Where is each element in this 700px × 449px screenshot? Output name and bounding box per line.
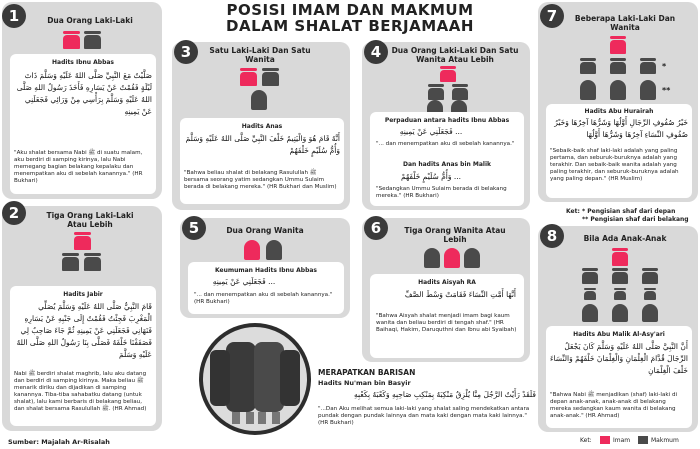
makmum-figure bbox=[582, 268, 598, 284]
panel-6-number: 6 bbox=[364, 216, 388, 240]
title-line1: POSISI IMAM DAN MAKMUM bbox=[226, 1, 474, 19]
panel-7-title: Beberapa Laki-Laki Dan Wanita bbox=[574, 14, 676, 32]
title-line2: DALAM SHALAT BERJAMAAH bbox=[226, 17, 474, 35]
makmum-figure bbox=[580, 58, 596, 74]
merapatkan-arabic: فَلَقَدْ رَأَيْتُ الرَّجُلَ مِنَّا يُلْزِقُ مَنْكِبَهُ بِمَنْكِبِ صَاحِبِهِ وَكَعْبَهُ بِكَعْبِهِ bbox=[353, 390, 536, 399]
panel-1-translation: "Aku shalat bersama Nabi ﷺ di suatu malam, aku berdiri di samping kirinya, lalu Nabi memegang bagian belakang kepalaku dan menempatkan aku di sebelah kanannya." (HR Bukhari) bbox=[14, 150, 143, 184]
panel-3-title: Satu Laki-Laki Dan Satu Wanita bbox=[209, 46, 311, 64]
panel-4-arabic2: ... وَأُمُّ سُلَيْمٍ خَلْفَهُمْ bbox=[400, 172, 462, 181]
makmum-figure bbox=[642, 268, 658, 284]
merapatkan-hadith: Hadits Nu'man bin Basyir bbox=[318, 379, 411, 387]
woman-figure bbox=[582, 304, 598, 322]
imam-figure bbox=[440, 66, 456, 82]
panel-8-title: Bila Ada Anak-Anak bbox=[583, 234, 667, 243]
panel-1-arabic: صَلَّيْتُ مَعَ النَّبِيِّ صَلَّى اللهُ عَلَيْهِ وَسَلَّمَ ذَاتَ لَيْلَةٍ فَقُمْتُ عَنْ يَسَارِهِ فَأَخَذَ رَسُولُ اللهِ صَلَّى اللهُ عَلَيْهِ وَسَلَّمَ بِرَأْسِي مِنْ وَرَائِي فَجَعَلَنِي عَنْ يَمِينِهِ bbox=[16, 71, 152, 116]
makmum-figure bbox=[62, 253, 79, 271]
ket-label: Ket: bbox=[566, 208, 580, 215]
panel-3-card bbox=[180, 118, 344, 204]
legend-label: Ket: bbox=[580, 437, 592, 444]
panel-7-translation: "Sebaik-baik shaf laki-laki adalah yang paling pertama, dan seburuk-buruknya adalah yang terakhir. Dan sebaik-baik wanita adalah yang paling terakhir, dan seburuk-buruknya adalah yang paling depan." (HR Muslim) bbox=[550, 148, 679, 182]
panel-4-hadith: Perpaduan antara hadits Ibnu Abbas bbox=[384, 117, 510, 124]
panel-2-arabic: قَامَ النَّبِيُّ صَلَّى اللهُ عَلَيْهِ وَسَلَّمَ يُصَلِّي الْمَغْرِبَ فَجِئْتُ فَقُمْتُ إِلَى جَنْبِهِ عَنْ يَسَارِهِ فَنَهَانِي فَجَعَلَنِي عَنْ يَمِينِهِ ثُمَّ جَاءَ صَاحِبٌ لِي فَصَفَفْنَا خَلْفَهُ فَصَلَّى بِنَا رَسُولُ اللهِ صَلَّى اللهُ عَلَيْهِ وَسَلَّمَ bbox=[16, 302, 152, 359]
makmum-figure bbox=[84, 253, 101, 271]
imam-figure bbox=[63, 31, 80, 49]
panel-6-arabic: أَنَّهَا أَمَّتِ النِّسَاءَ فَقَامَتْ وَسْطَ الصَّفِّ bbox=[404, 290, 516, 299]
makmum-figure bbox=[612, 268, 628, 284]
panel-7-hadith: Hadits Abu Hurairah bbox=[584, 108, 654, 115]
legend-imam-swatch bbox=[600, 436, 610, 444]
makmum-figure bbox=[610, 58, 626, 74]
woman-figure bbox=[612, 304, 628, 322]
page-title bbox=[205, 2, 495, 34]
woman-figure bbox=[251, 90, 267, 110]
panel-6-translation: "Bahwa Aisyah shalat menjadi imam bagi kaum wanita dan beliau berdiri di tengah shaf." (HR Baihaqi, Hakim, Daruquthni dan Ibnu abi Syaibah) bbox=[376, 313, 517, 333]
panel-5-arabic: ... فَجَعَلَنِي عَنْ يَمِينِهِ bbox=[212, 277, 276, 286]
woman-figure bbox=[640, 80, 656, 100]
panel-8-number: 8 bbox=[540, 224, 564, 248]
source-credit: Sumber: Majalah Ar-Risalah bbox=[8, 438, 110, 446]
legend-makmum-swatch bbox=[638, 436, 648, 444]
panel-8-hadith: Hadits Abu Malik Al-Asy'ari bbox=[573, 331, 665, 338]
makmum-figure bbox=[84, 31, 101, 49]
panel-2-title: Tiga Orang Laki-Laki Atau Lebih bbox=[46, 211, 134, 229]
woman-figure bbox=[266, 240, 282, 260]
woman-imam-figure bbox=[444, 248, 460, 268]
panel-2-hadith: Hadits Jabir bbox=[63, 291, 103, 298]
panel-1-number: 1 bbox=[2, 4, 26, 28]
makmum-figure bbox=[428, 84, 444, 100]
imam-figure bbox=[74, 232, 91, 250]
panel-4-title: Dua Orang Laki-Laki Dan Satu Wanita Atau Lebih bbox=[391, 46, 519, 64]
panel-8-translation: "Bahwa Nabi ﷺ menjadikan (shaf) laki-laki di depan anak-anak, anak-anak di belakang mereka sedangkan kaum wanita di belakang anak-anak." (HR Ahmad) bbox=[550, 392, 678, 419]
child-figure bbox=[614, 288, 626, 300]
panel-3-hadith: Hadits Anas bbox=[241, 123, 283, 130]
panel-5-title: Dua Orang Wanita bbox=[226, 226, 304, 235]
panel-7-number: 7 bbox=[540, 4, 564, 28]
woman-figure bbox=[610, 80, 626, 100]
makmum-figure bbox=[262, 68, 279, 86]
woman-figure bbox=[580, 80, 596, 100]
makmum-figure bbox=[640, 58, 656, 74]
woman-figure bbox=[424, 248, 440, 268]
panel-1-title: Dua Orang Laki-Laki bbox=[47, 16, 133, 25]
merapatkan-illustration bbox=[196, 320, 314, 438]
imam-figure bbox=[240, 68, 257, 86]
woman-figure bbox=[642, 304, 658, 322]
panel-2-translation: Nabi ﷺ berdiri shalat maghrib, lalu aku datang dan berdiri di samping kirinya. Maka beliau ﷺ menarik diriku dan dijadikan di samping kanannya. Tiba-tiba sahabatku datang (untuk shalat), lalu kami berbaris di belakang beliau, dan shalat bersama Rasulullah ﷺ. (HR Ahmad) bbox=[14, 371, 147, 412]
panel-5-translation: "... dan menempatkan aku di sebelah kanannya." (HR Bukhari) bbox=[194, 292, 333, 305]
child-figure bbox=[644, 288, 656, 300]
panel-5-number: 5 bbox=[182, 216, 206, 240]
imam-figure bbox=[612, 248, 628, 266]
merapatkan-translation: "...Dan Aku melihat semua laki-laki yang shalat saling mendekatkan antara pundak dengan pundak lainnya dan mata kaki dengan mata kaki lainnya." (HR Bukhari) bbox=[318, 406, 530, 426]
panel-7-mark1: * bbox=[662, 62, 667, 71]
panel-3-number: 3 bbox=[174, 40, 198, 64]
panel-6-title: Tiga Orang Wanita Atau Lebih bbox=[404, 226, 506, 244]
panel-4-number: 4 bbox=[364, 40, 388, 64]
woman-figure bbox=[464, 248, 480, 268]
ket-star1: * Pengisian shaf dari depan bbox=[582, 208, 676, 215]
panel-1-hadith: Hadits Ibnu Abbas bbox=[52, 59, 114, 66]
child-figure bbox=[584, 288, 596, 300]
woman-imam-figure bbox=[244, 240, 260, 260]
panel-7-mark2: ** bbox=[662, 86, 671, 95]
panel-3-arabic: أَنَّهُ قَامَ هُوَ وَالْيَتِيمُ خَلْفَ النَّبِيِّ صَلَّى اللهُ عَلَيْهِ وَسَلَّمَ وَأُمُّ سُلَيْمٍ خَلْفَهُمْ bbox=[185, 134, 340, 155]
imam-figure bbox=[610, 36, 626, 54]
panel-4-translation2: "Sedangkan Ummu Sulaim berada di belakang mereka." (HR Bukhari) bbox=[376, 186, 507, 199]
merapatkan-title: MERAPATKAN BARISAN bbox=[318, 368, 416, 377]
panel-2-number: 2 bbox=[2, 201, 26, 225]
makmum-figure bbox=[452, 84, 468, 100]
legend-makmum: Makmum bbox=[651, 437, 679, 444]
panel-4-arabic: ... فَجَعَلَنِي عَنْ يَمِينِهِ bbox=[399, 127, 463, 136]
legend-imam: Imam bbox=[613, 437, 631, 444]
panel-3-translation: "Bahwa beliau shalat di belakang Rasulullah ﷺ bersama seorang yatim sedangkan Ummu Sulaim berada di belakang mereka." (HR Bukhari dan Muslim) bbox=[184, 170, 337, 190]
ket-star2: ** Pengisian shaf dari belakang bbox=[582, 216, 689, 223]
panel-5-hadith: Keumuman Hadits Ibnu Abbas bbox=[214, 267, 318, 274]
panel-8-arabic: أَنَّ النَّبِيَّ صَلَّى اللهُ عَلَيْهِ وَسَلَّمَ كَانَ يَجْعَلُ الرِّجَالَ قُدَّامَ الْغِلْمَانِ وَالْغِلْمَانَ خَلْفَهُمْ وَالنِّسَاءَ خَلْفَ الْغِلْمَانِ bbox=[550, 342, 688, 375]
panel-6-hadith: Hadits Aisyah RA bbox=[418, 279, 476, 286]
panel-4-translation: "... dan menempatkan aku di sebelah kanannya." bbox=[376, 141, 515, 147]
panel-7-arabic: خَيْرُ صُفُوفِ الرِّجَالِ أَوَّلُهَا وَشَرُّهَا آخِرُهَا وَخَيْرُ صُفُوفِ النِّسَاءِ آخِرُهَا وَشَرُّهَا أَوَّلُهَا bbox=[554, 118, 688, 139]
panel-4-hadith2: Dan hadits Anas bin Malik bbox=[402, 161, 492, 168]
